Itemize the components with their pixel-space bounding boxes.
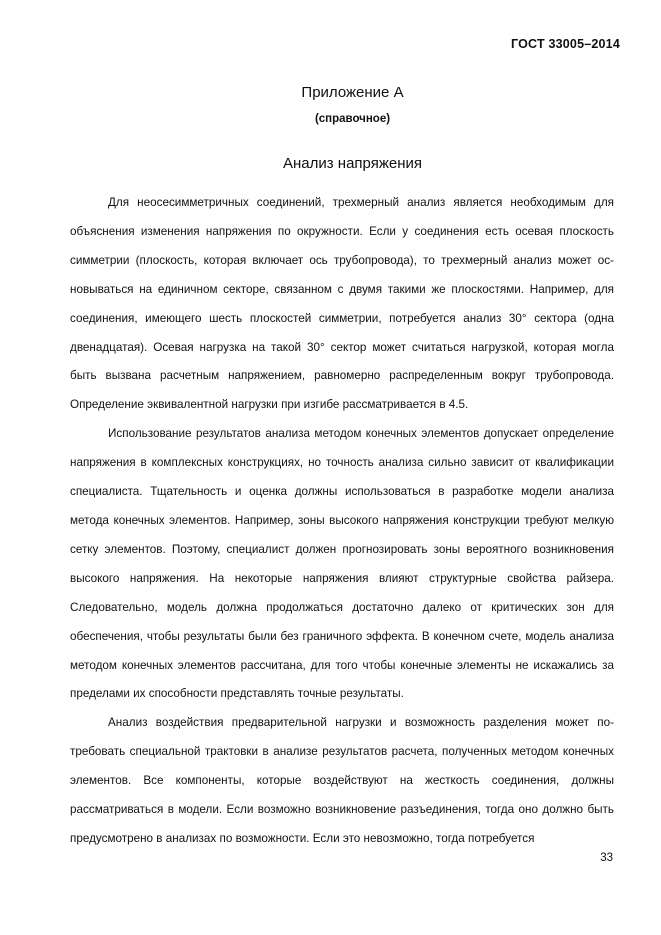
- paragraph: Для неосесимметричных соединений, трехмерный анализ является необходимым для объяснения изменения напряжения по окружности. Если у соединения есть осевая плоскость симметрии (плоскость, которая включает ось трубопровода), то трехмерный анализ может основываться на единичном секторе, связанном с двумя такими же плоскостями. Например, для соединения, имеющего шесть плоскостей симметрии, потребуется анализ 30° сектора (одна двенадцатая). Осевая нагрузка на такой 30° сектор может считаться нагрузкой, которая могла быть вызвана расчетным напряжением, равномерно распределенным вокруг трубопровода. Определение эквивалентной нагрузки при изгибе рассматривается в 4.5.: [70, 196, 614, 412]
- body-text: [70, 189, 614, 854]
- page-number: 33: [600, 852, 613, 864]
- appendix-subtitle: (справочное): [314, 113, 391, 125]
- document-code: ГОСТ 33005–2014: [511, 37, 620, 51]
- appendix-title: Приложение А: [301, 84, 404, 101]
- paragraph: Использование результатов анализа методом конечных элементов допускает определение напряжения в комплексных конструкциях, но точность анализа сильно зависит от квалификации специалиста. Тщательность и оценка должны использоваться в разработке модели анализа метода конечных элементов. Например, зоны высокого напряжения конструкции требуют мелкую сетку элементов. Поэтому, специалист должен прогнозировать зоны вероятного возникновения высокого напряжения. На некоторые напряжения влияют структурные свойства райзера. Следовательно, модель должна продолжаться достаточно далеко от критических зон для обеспечения, чтобы результаты были без граничного эффекта. В конечном счете, модель анализа методом конечных элементов рассчитана, для того чтобы конечные элементы не искажались за пределами их способности представлять точные результаты.: [70, 427, 614, 701]
- section-title: Анализ напряжения: [282, 155, 422, 172]
- paragraph: Анализ воздействия предварительной нагрузки и возможность разделения может потребовать специальной трактовки в анализе результатов расчета, полученных методом конечных элементов. Все компоненты, которые воздействуют на жесткость соединения, должны рассматриваться в модели. Если возможно возникновение разъединения, тогда оно должно быть предусмотрено в анализах по возможности. Если это невозможно, тогда потребуется: [70, 716, 614, 845]
